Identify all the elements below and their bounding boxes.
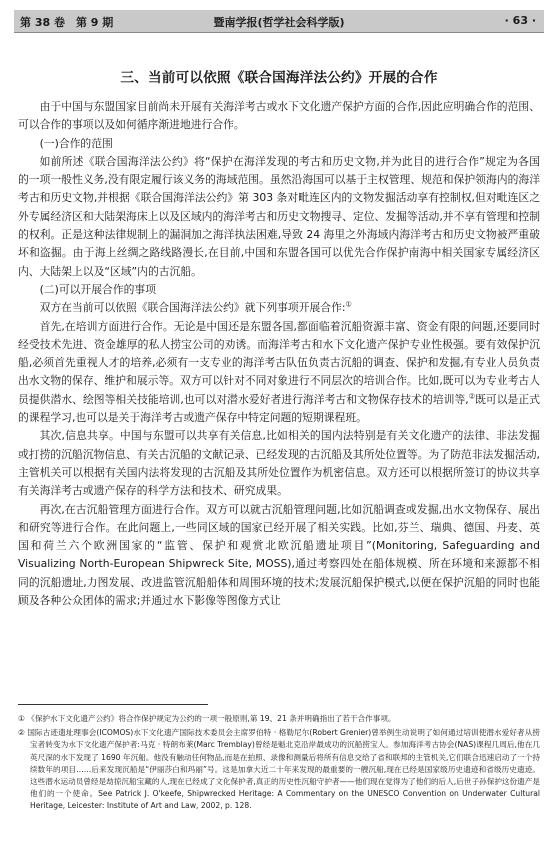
matters-intro-paragraph xyxy=(18,299,540,317)
footnote-2-text: 国际古迹遗址理事会(ICOMOS)水下文化遗产国际技术委员会主席罗伯特 · 格勒尼尔(Robert Grenier)曾举例生动说明了如何通过培训使潜水爱好者从捞宝者转变为水下文化遗产保护者:马克 · 特朗布莱(Marc Tremblay)曾经是魁北克沿岸最成功的沉船捞宝人。参加海洋考古协会(NAS)课程几周后,他在几英尺深的水下发现了 1690 年沉船。他没有触动任何物品,而是在拍照、录像和测量后将所有信息交给了省和联邦的主管机关,它们联合迅速启动了一个持续数年的项目……后来发现沉船是“伊丽莎白和玛丽”号。这是加拿大近二十年来发现的最重要的一艘沉船,现在已经是国家级历史遗迹和省级历史遗迹。这些潜水运动员曾经是劫掠沉船宝藏的人,现在已经成了文化保护者,真正的历史性沉船守护者——他们现在觉得为了他们的后人,后世子孙保护这份遗产是他们的一个使命。See Patrick J. O'keefe, Shipwrecked Heritage: A Commentary on the UNESCO Convention on Underwater Cultural Heritage, Leicester: Institute of Art and Law, 2002, p. 128. xyxy=(27,728,540,811)
matters-intro-text: 双方在当前可以依照《联合国海洋法公约》就下列事项开展合作: xyxy=(39,301,346,315)
intro-paragraph xyxy=(18,98,540,135)
volume-issue: 第 38 卷 第 9 期 xyxy=(20,16,114,29)
article-body xyxy=(18,98,540,610)
scope-paragraph-text: 如前所述《联合国海洋法公约》将“保护在海洋发现的考古和历史文物,并为此目的进行合作”规定为各国的一项一般性义务,没有限定履行该义务的海域范围。虽然沿海国可以基于主权管理、规范和保护领海内的海洋考古和历史文物,并根据《联合国海洋法公约》第 303 条对毗连区内的文物发掘活动享有控制权,但对毗连区之外专属经济区和大陆架海床上以及区域内的海洋考古和历史文物搜寻、定位、发掘等活动,并不享有管理和控制的权利。正是这种法律规制上的漏洞加之海洋执法困难,导致 24 海里之外海域内海洋考古和历史文物被严重破坏和盗掘。由于海上丝绸之路线路漫长,在目前,中国和东盟各国可以优先合作保护南海中相关国家专属经济区内、大陆架上以及“区域”内的古沉船。 xyxy=(18,154,540,278)
info-sharing-paragraph xyxy=(18,427,540,500)
footnote-2 xyxy=(18,727,540,812)
intro-paragraph-text: 由于中国与东盟国家目前尚未开展有关海洋考古或水下文化遗产保护方面的合作,因此应明确合作的范围、可以合作的事项以及如何循序渐进地进行合作。 xyxy=(18,100,540,132)
running-header xyxy=(14,10,544,33)
footnote-divider xyxy=(18,704,208,705)
scope-paragraph xyxy=(18,153,540,281)
subhead-matters-text: (二)可以开展合作的事项 xyxy=(39,282,156,296)
page-number: · 63 · xyxy=(504,14,536,27)
footnote-1-text: 《保护水下文化遗产公约》将合作保护规定为公约的一项一般原则,第 19、21 条并明确指出了若干合作事项。 xyxy=(27,714,396,723)
footnote-ref-2[interactable]: ② xyxy=(468,392,476,401)
subhead-scope xyxy=(18,135,540,153)
management-paragraph-text: 再次,在古沉船管理方面进行合作。双方可以就古沉船管理问题,比如沉船调查或发掘,出水文物保存、展出和研究等进行合作。在此问题上,一些同区域的国家已经开展了相关实践。比如,芬兰、瑞典、德国、丹麦、英国和荷兰六个欧洲国家的“监管、保护和观赏北欧沉船遗址项目”(Monitoring, Safeguarding and Visualizing North-European Shipwreck Site, MOSS),通过考察四处在船体规模、所在环境和来源都不相同的沉船遗址,力图发展、改进监管沉船船体和周围环境的技术;发展沉船保护模式,以便在保护沉船的同时也能顾及各种公众团体的需求;并通过水下影像等图像方式让 xyxy=(18,502,540,608)
section-title: 三、当前可以依照《联合国海洋法公约》开展的合作 xyxy=(120,70,438,86)
footnote-1-mark: ① xyxy=(18,714,25,723)
management-paragraph xyxy=(18,501,540,611)
info-sharing-paragraph-text: 其次,信息共享。中国与东盟可以共享有关信息,比如相关的国内法特别是有关文化遗产的法律、非法发掘或打捞的沉船沉物信息、有关古沉船的文献记录、已经发现的古沉船及其所处位置等。为了防范非法发掘活动,主管机关可以根据有关国内法将发现的古沉船及其所处位置作为机密信息。双方还可以根据所签订的协议共享有关海洋考古或遗产保存的科学方法和技术、研究成果。 xyxy=(18,429,540,498)
training-paragraph-text: 首先,在培训方面进行合作。无论是中国还是东盟各国,都面临着沉船资源丰富、资金有限的问题,还要同时经受技术先进、资金雄厚的私人捞宝公司的劝诱。而海洋考古和水下文化遗产保护专业性极强。要有效保护沉船,必须首先重视人才的培养,必须有一支专业的海洋考古队伍负责古沉船的调查、保护和发掘,有专业人员负责出水文物的保存、维护和展示等。双方可以针对不同对象进行不同层次的培训合作。比如,既可以为专业考古人员提供潜水、绘图等相关技能培训,也可以对潜水爱好者进行海洋考古和文物保存技术的培训等, xyxy=(18,319,540,406)
training-paragraph-text-after: 既可以是正式的课程学习,也可以是关于海洋考古或遗产保存中特定问题的短期课程班。 xyxy=(18,392,541,425)
footnotes xyxy=(18,713,540,815)
footnote-ref-1[interactable]: ① xyxy=(345,300,352,309)
subhead-matters xyxy=(18,281,540,299)
training-paragraph xyxy=(18,318,540,428)
subhead-scope-text: (一)合作的范围 xyxy=(39,136,113,150)
journal-name: 暨南学报(哲学社会科学版) xyxy=(213,16,345,29)
footnote-1 xyxy=(18,713,540,725)
footnote-2-mark: ② xyxy=(18,728,25,738)
